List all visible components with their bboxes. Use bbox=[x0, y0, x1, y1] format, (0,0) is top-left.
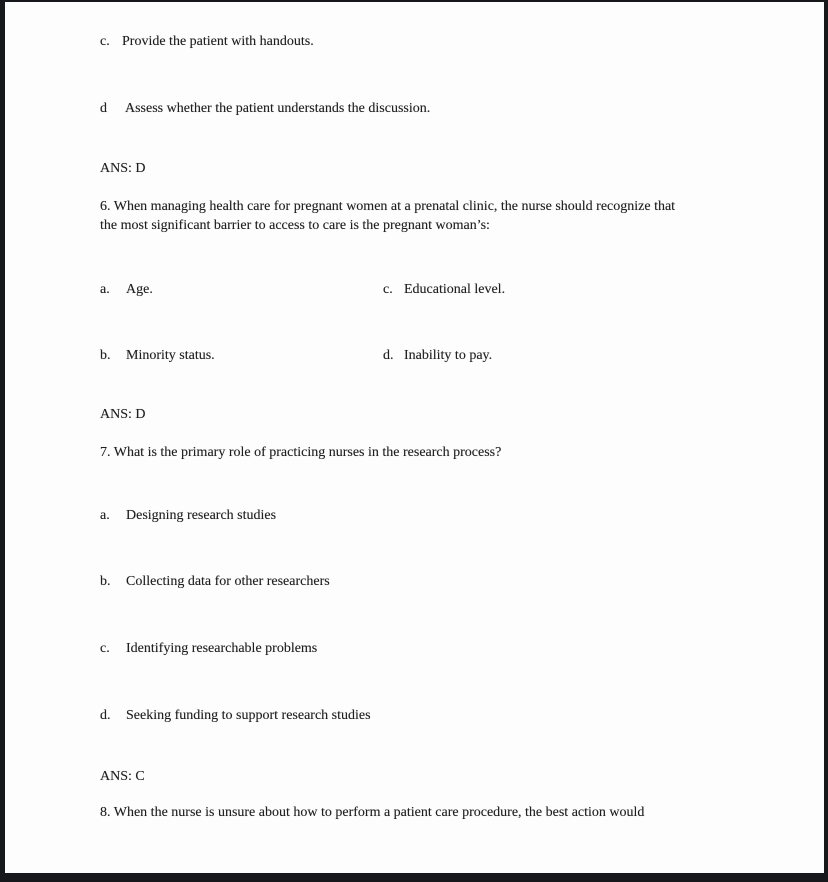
answer-line: ANS: D bbox=[100, 407, 146, 422]
option-text: Designing research studies bbox=[126, 508, 277, 523]
option-letter: a. bbox=[100, 508, 110, 523]
option-letter: d. bbox=[383, 348, 394, 363]
option-row bbox=[5, 707, 824, 726]
option-row bbox=[5, 507, 824, 526]
option-text: Minority status. bbox=[126, 348, 215, 363]
option-letter: d. bbox=[100, 708, 111, 723]
document-page bbox=[5, 2, 824, 873]
option-text: Provide the patient with handouts. bbox=[122, 34, 314, 49]
option-text: Collecting data for other researchers bbox=[126, 574, 330, 589]
option-row bbox=[5, 640, 824, 659]
option-letter: b. bbox=[100, 348, 111, 363]
question-text: 7. What is the primary role of practicing nurses in the research process? bbox=[100, 445, 502, 460]
answer-line: ANS: C bbox=[100, 769, 145, 784]
answer-line: ANS: D bbox=[100, 161, 146, 176]
option-row bbox=[5, 347, 824, 366]
option-letter: c. bbox=[100, 641, 110, 656]
option-text: Identifying researchable problems bbox=[126, 641, 318, 656]
question-text: 8. When the nurse is unsure about how to perform a patient care procedure, the best action would bbox=[100, 805, 645, 820]
option-letter: b. bbox=[100, 574, 111, 589]
option-row bbox=[5, 573, 824, 592]
option-text: Assess whether the patient understands the discussion. bbox=[125, 101, 431, 116]
option-text: Inability to pay. bbox=[404, 348, 493, 363]
option-letter: a. bbox=[100, 282, 110, 297]
option-letter: c. bbox=[383, 282, 393, 297]
option-letter: d bbox=[100, 101, 107, 116]
option-text: Seeking funding to support research studies bbox=[126, 708, 371, 723]
option-row bbox=[5, 281, 824, 300]
option-letter: c. bbox=[100, 34, 110, 49]
option-row bbox=[5, 100, 824, 119]
option-text: Educational level. bbox=[404, 282, 506, 297]
option-text: Age. bbox=[126, 282, 153, 297]
question-text: 6. When managing health care for pregnant women at a prenatal clinic, the nurse should recognize that the most significant barrier to access to care is the pregnant woman’s: bbox=[100, 199, 676, 233]
option-row bbox=[5, 33, 824, 52]
